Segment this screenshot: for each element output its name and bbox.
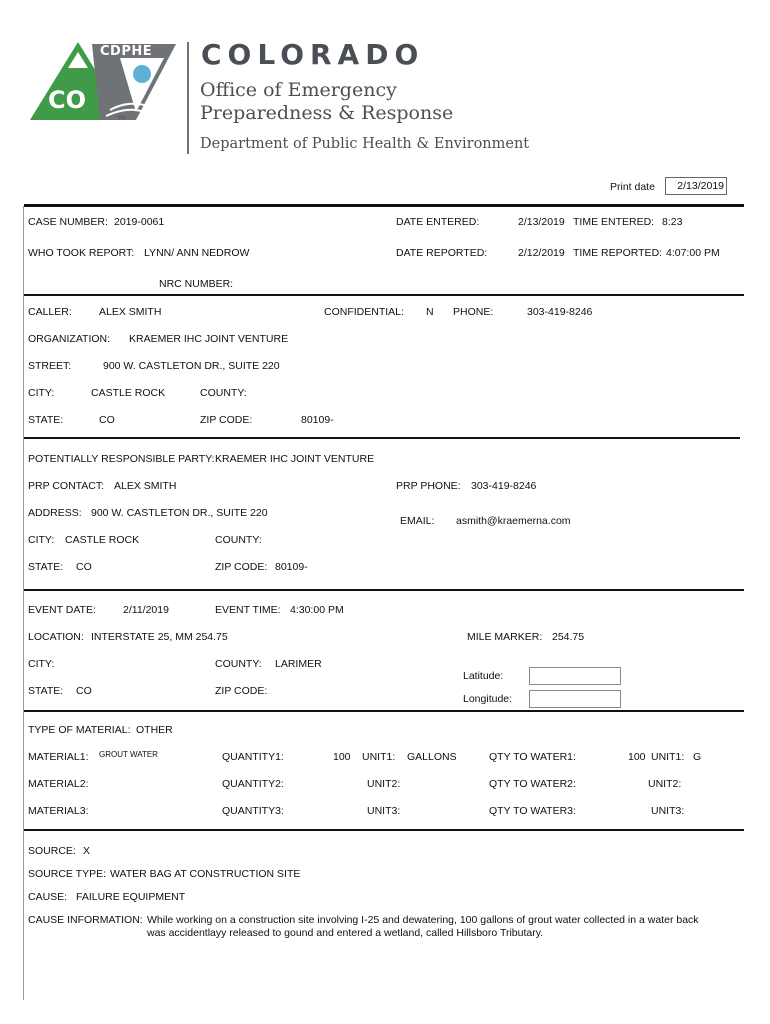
caller-zip-label: ZIP CODE:	[200, 414, 253, 426]
qty-to-water1-label: QTY TO WATER1:	[489, 751, 576, 763]
water-unit2-label: UNIT2:	[648, 778, 682, 790]
street-label: STREET:	[28, 360, 72, 372]
street-value: 900 W. CASTLETON DR., SUITE 220	[103, 360, 280, 372]
caller-state-label: STATE:	[28, 414, 64, 426]
department-name: Department of Public Health & Environment	[200, 136, 530, 152]
event-city-label: CITY:	[28, 658, 55, 670]
event-county-label: COUNTY:	[215, 658, 262, 670]
prp-city-label: CITY:	[28, 534, 55, 546]
caller-phone-label: PHONE:	[453, 306, 494, 318]
caller-phone-value: 303-419-8246	[527, 306, 593, 318]
who-took-label: WHO TOOK REPORT:	[28, 247, 135, 259]
cause-value: FAILURE EQUIPMENT	[76, 891, 186, 903]
co-badge-text: CO	[48, 86, 87, 114]
event-state-value: CO	[76, 685, 92, 697]
mile-marker-label: MILE MARKER:	[467, 631, 543, 643]
section-divider	[24, 437, 740, 439]
organization-value: KRAEMER IHC JOINT VENTURE	[129, 333, 289, 345]
caller-county-label: COUNTY:	[200, 387, 247, 399]
location-label: LOCATION:	[28, 631, 84, 643]
time-entered-value: 8:23	[662, 216, 683, 228]
cause-info-line-2: was accidentlayy released to gound and entered a wetland, called Hillsboro Tributary.	[147, 927, 544, 939]
prp-party-label: POTENTIALLY RESPONSIBLE PARTY:	[28, 453, 215, 465]
material1-value: GROUT WATER	[99, 750, 158, 759]
prp-email-value: asmith@kraemerna.com	[456, 515, 571, 527]
material-type-value: OTHER	[136, 724, 173, 736]
unit1-value: GALLONS	[407, 751, 457, 763]
material1-label: MATERIAL1:	[28, 751, 89, 763]
event-date-value: 2/11/2019	[123, 604, 169, 616]
org-line-2: Preparedness & Response	[200, 102, 454, 124]
case-number-value: 2019-0061	[114, 216, 165, 228]
cause-info-label: CAUSE INFORMATION:	[28, 914, 143, 926]
prp-email-label: EMAIL:	[400, 515, 435, 527]
material2-label: MATERIAL2:	[28, 778, 89, 790]
section-divider	[24, 710, 744, 712]
cause-info-line-1: While working on a construction site involving I-25 and dewatering, 100 gallons of grout water collected in a water back	[147, 914, 699, 926]
caller-zip-value: 80109-	[301, 414, 334, 426]
date-reported-label: DATE REPORTED:	[396, 247, 488, 259]
prp-party-value: KRAEMER IHC JOINT VENTURE	[215, 453, 375, 465]
unit2-label: UNIT2:	[367, 778, 401, 790]
cdphe-badge-text: CDPHE	[100, 44, 153, 59]
longitude-field[interactable]	[529, 690, 621, 708]
event-county-value: LARIMER	[275, 658, 322, 670]
mile-marker-value: 254.75	[552, 631, 585, 643]
caller-city-value: CASTLE ROCK	[91, 387, 166, 399]
event-date-label: EVENT DATE:	[28, 604, 96, 616]
qty-to-water2-label: QTY TO WATER2:	[489, 778, 576, 790]
date-entered-label: DATE ENTERED:	[396, 216, 480, 228]
header-divider	[187, 42, 189, 154]
water-unit1-value: G	[693, 751, 702, 763]
prp-address-value: 900 W. CASTLETON DR., SUITE 220	[91, 507, 268, 519]
prp-phone-value: 303-419-8246	[471, 480, 537, 492]
unit3-label: UNIT3:	[367, 805, 401, 817]
confidential-value: N	[426, 306, 434, 318]
caller-value: ALEX SMITH	[99, 306, 162, 318]
cause-label: CAUSE:	[28, 891, 68, 903]
nrc-number-label: NRC NUMBER:	[159, 278, 234, 290]
event-state-label: STATE:	[28, 685, 64, 697]
source-type-value: WATER BAG AT CONSTRUCTION SITE	[110, 868, 301, 880]
prp-state-value: CO	[76, 561, 92, 573]
confidential-label: CONFIDENTIAL:	[324, 306, 404, 318]
qty-to-water1-value: 100	[628, 751, 646, 763]
prp-state-label: STATE:	[28, 561, 64, 573]
event-time-value: 4:30:00 PM	[290, 604, 344, 616]
time-reported-value: 4:07:00 PM	[666, 247, 720, 259]
org-title: COLORADO	[201, 38, 425, 71]
print-date-label: Print date	[610, 181, 655, 193]
longitude-label: Longitude:	[463, 693, 513, 705]
prp-contact-value: ALEX SMITH	[114, 480, 177, 492]
print-date-field	[665, 177, 727, 195]
section-divider	[24, 829, 744, 831]
event-time-label: EVENT TIME:	[215, 604, 281, 616]
case-number-label: CASE NUMBER:	[28, 216, 108, 228]
caller-label: CALLER:	[28, 306, 72, 318]
material-type-label: TYPE OF MATERIAL:	[28, 724, 131, 736]
time-entered-label: TIME ENTERED:	[573, 216, 655, 228]
section-divider	[24, 294, 744, 296]
section-divider	[24, 204, 744, 207]
prp-contact-label: PRP CONTACT:	[28, 480, 105, 492]
source-value: X	[83, 845, 91, 857]
date-reported-value: 2/12/2019	[518, 247, 565, 259]
prp-county-label: COUNTY:	[215, 534, 262, 546]
left-border	[23, 206, 24, 1000]
location-value: INTERSTATE 25, MM 254.75	[91, 631, 228, 643]
prp-zip-label: ZIP CODE:	[215, 561, 268, 573]
who-took-value: LYNN/ ANN NEDROW	[144, 247, 250, 259]
quantity2-label: QUANTITY2:	[222, 778, 284, 790]
organization-label: ORGANIZATION:	[28, 333, 111, 345]
quantity1-value: 100	[333, 751, 351, 763]
logo	[28, 40, 178, 124]
prp-address-label: ADDRESS:	[28, 507, 82, 519]
caller-city-label: CITY:	[28, 387, 55, 399]
source-type-label: SOURCE TYPE:	[28, 868, 106, 880]
caller-state-value: CO	[99, 414, 115, 426]
event-zip-label: ZIP CODE:	[215, 685, 268, 697]
section-divider	[24, 589, 744, 591]
trademark-text: TM	[118, 116, 126, 122]
qty-to-water3-label: QTY TO WATER3:	[489, 805, 576, 817]
material3-label: MATERIAL3:	[28, 805, 89, 817]
prp-zip-value: 80109-	[275, 561, 308, 573]
water-unit3-label: UNIT3:	[651, 805, 685, 817]
time-reported-label: TIME REPORTED:	[573, 247, 663, 259]
date-entered-value: 2/13/2019	[518, 216, 565, 228]
prp-phone-label: PRP PHONE:	[396, 480, 461, 492]
source-label: SOURCE:	[28, 845, 76, 857]
org-line-1: Office of Emergency	[200, 79, 397, 101]
latitude-label: Latitude:	[463, 670, 504, 682]
water-unit1-label: UNIT1:	[651, 751, 685, 763]
print-date-value: 2/13/2019	[677, 180, 724, 192]
quantity1-label: QUANTITY1:	[222, 751, 284, 763]
quantity3-label: QUANTITY3:	[222, 805, 284, 817]
prp-city-value: CASTLE ROCK	[65, 534, 140, 546]
unit1-label: UNIT1:	[362, 751, 396, 763]
latitude-field[interactable]	[529, 667, 621, 685]
